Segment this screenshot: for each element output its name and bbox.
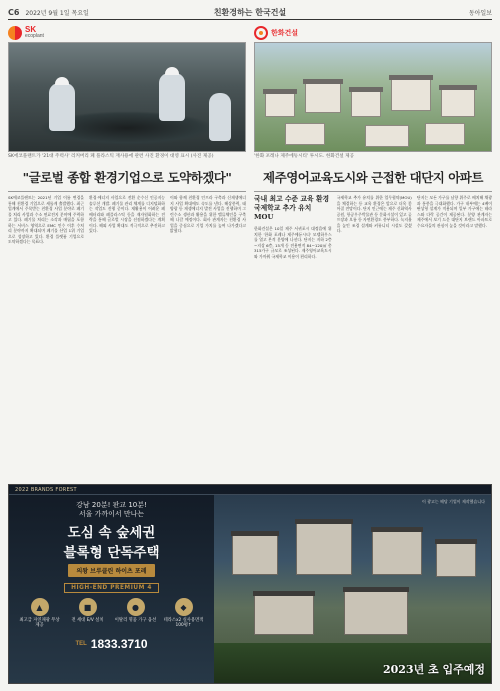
ad-feature-label: 이탈리 명품 가구 옵션 [114, 618, 157, 623]
ad-tagline-line1: 강남 20분! 판교 10분! [76, 501, 147, 509]
masthead [8, 6, 492, 20]
ad-feature [162, 598, 206, 629]
hanwha-symbol-icon [254, 26, 268, 40]
ad-brand-name: 의왕 브루클린 하이츠 포레 [68, 564, 154, 577]
ad-headline-2: 블록형 단독주택 [63, 545, 160, 561]
ad-top-label: 2022 BRANDS FOREST [9, 485, 491, 495]
article-subhead: 국내 최고 수준 교육 환경 국제학교 추가 유치 MOU [254, 195, 330, 221]
phone-icon: TEL [75, 640, 87, 647]
right-article [254, 24, 492, 523]
hanwha-logo [254, 24, 492, 42]
sk-logo-sub: ecoplant [25, 33, 44, 39]
article-paragraph: 국제학교 추가 유치를 위한 업무협약(MOU)을 체결하는 등 교육 환경은 앞으로 더욱 좋아질 전망이다. 단지 인근에는 제주 신화역사공원, 항공우주박물관 등 문화시설이 있고 골프장과 오름 등 자연환경도 풍부하다. 녹지율을 높인 조경 설계와 커뮤니티 시설도 갖췄다. [336, 195, 412, 233]
ad-phone-number [75, 637, 147, 651]
phone-number-text: 1833.3710 [90, 636, 148, 651]
article-headline: 제주영어교육도시와 근접한 대단지 아파트 [254, 164, 492, 192]
ad-feature-label: 최고급 자연채광 무상제공 [19, 618, 60, 629]
article-paragraph: 한화건설은 10일 제주 서귀포시 대정읍에 위치한 '한화 포레나 제주에듀시티' 모델하우스를 열고 본격 분양에 나선다. 단지는 지하 2층∼지상 6층, 15개 동 전용면적 84∼120㎡ 총 315가구 규모로 조성된다. 제주영어교육도시와 가까워 국제학교 이용이 편리하다. [254, 226, 332, 259]
article-body [8, 195, 246, 515]
ad-headline-1: 도심 속 숲세권 [67, 525, 156, 541]
photo-caption: SK에코플랜트가 '21대 주력사' 리커버리 폐 플라스틱 재사용에 관련 사진 환경이 대영 표시 (사진 제공) [8, 154, 214, 159]
ad-premium-label: HIGH-END PREMIUM 4 [64, 583, 159, 593]
ad-feature [66, 598, 110, 629]
newspaper-name: 동아일보 [468, 10, 492, 17]
sk-logo-main: SK [25, 25, 37, 34]
ad-housing-rendering [214, 495, 491, 683]
article-paragraph: 환경·에너지 사업으로 전환 순수신 인공지능 솔루션 개발. 폐기물 관리 체계를 디지털화하는 작업도 진행 중이다. 재활용이 어려운 폐배터리와 폐플라스틱 등을 재자원화하는 전략을 통해 글로벌 시장을 선점하겠다는 계획이다. 해외 사업 확대도 적극적으로 추진하고 있다. [89, 195, 165, 233]
ad-feature-list [18, 598, 206, 629]
terrace-icon: ◆ [175, 598, 193, 616]
apartment-rendering-photo [254, 42, 492, 152]
article-paragraph: 단지는 모든 가구를 남향 위주로 배치해 채광과 통풍을 극대화했다. 가구 내부에는 4베이 판상형 설계가 적용되며 일부 가구에는 테라스와 다락 공간이 제공된다. 분양 관계자는 제주에서 보기 드문 대단지 브랜드 아파트로 수요자들의 관심이 높을 것이라고 말했다. [416, 195, 492, 228]
article-headline: "글로벌 종합 환경기업으로 도약하겠다" [8, 164, 246, 192]
ad-tagline-line2: 서울 가까이서 만나는 [78, 510, 145, 518]
article-paragraph: SK에코플랜트는 2021년 기업 이름 변경을 통해 친환경 기업으로 새롭게 출발했다. 최근 업계에서 주목받는 친환경 사업 분야로 폐기물 처리 사업과 수소 연료전지 분야에 주력하고 있다. 폐기물 처리는 소각과 매립을 포함하는 서비스 영역으로 EMC 인수 이후 수처리 분야까지 확대되며 폐기물 산업 1위 기업으로 성장하고 있다. 환경 플랫폼 기업으로 도약하겠다는 목표다. [8, 195, 84, 244]
ad-feature-label: 테라스x2 실사용면적 100평↑ [163, 618, 204, 629]
article-paragraph: 이와 함께 친환경 인프라 구축과 신재생에너지 사업 확대에도 속도를 낸다. 해상풍력, 태양광 등 재생에너지 발전 사업을 진행하며 그린수소 생산과 활용을 위한 밸류체인을 구축해 나갈 예정이다. 회사 관계자는 친환경 사업을 중심으로 기업 가치를 높여 나가겠다고 밝혔다. [170, 195, 246, 233]
left-article [8, 24, 246, 523]
ad-disclaimer: 이 광고는 해당 기업이 제작했습니다 [421, 499, 485, 504]
sk-logo [8, 24, 246, 42]
ad-feature [114, 598, 158, 629]
issue-date: 2022년 9월 1일 목요일 [25, 10, 89, 17]
page-number: C6 [8, 8, 20, 17]
ad-feature-label: 전 세대 E/V 설치 [71, 618, 104, 623]
move-in-date: 2023년 초 입주예정 [382, 663, 485, 676]
furniture-icon: ● [127, 598, 145, 616]
section-title: 친환경하는 한국건설 [213, 8, 287, 17]
photo-caption: '한화 포레나 제주에듀시티' 투시도. 한화건설 제공 [254, 154, 355, 159]
hanwha-logo-text: 한화건설 [271, 29, 299, 37]
recycling-facility-photo [8, 42, 246, 152]
ad-feature [18, 598, 62, 629]
ad-tagline [76, 501, 147, 519]
skylight-icon: ▲ [31, 598, 49, 616]
sk-butterfly-icon [8, 26, 22, 40]
article-body [254, 195, 492, 515]
elevator-icon: ■ [79, 598, 97, 616]
real-estate-advertisement [8, 484, 492, 684]
